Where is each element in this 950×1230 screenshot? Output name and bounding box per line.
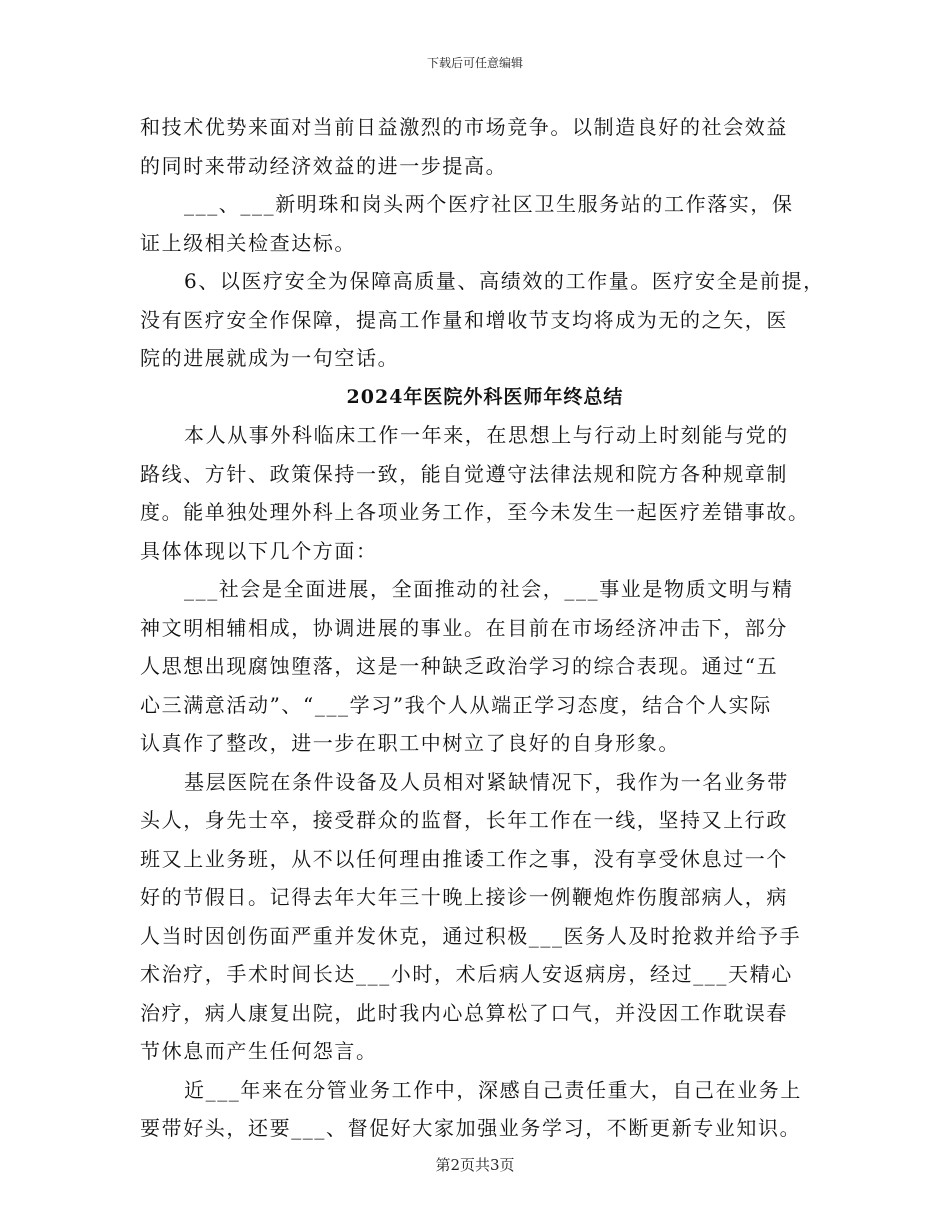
header-note: 下载后可任意编辑 — [426, 56, 523, 70]
document-body — [140, 108, 830, 1148]
text-line: 的同时来带动经济效益的进一步提高。 — [140, 153, 508, 178]
text-line: 术治疗，手术时间长达___小时，术后病人安返病房，经过___天精心 — [140, 962, 793, 986]
text-line: 神文明相辅相成，协调进展的事业。在目前在市场经济冲击下，部分 — [140, 615, 788, 640]
text-line: 院的进展就成为一句空话。 — [140, 346, 400, 370]
text-line: 近___年来在分管业务工作中，深感自己责任重大，自己在业务上 — [184, 1077, 802, 1102]
text-line: 和技术优势来面对当前日益激烈的市场竞争。以制造良好的社会效益 — [140, 115, 788, 139]
text-line: 度。能单独处理外科上各项业务工作，至今未发生一起医疗差错事故。 — [140, 500, 810, 524]
text-line: 治疗，病人康复出院，此时我内心总算松了口气，并没因工作耽误春 — [140, 1000, 788, 1025]
text-line: 基层医院在条件设备及人员相对紧缺情况下，我作为一名业务带 — [184, 769, 789, 794]
text-line: 好的节假日。记得去年大年三十晚上接诊一例鞭炮炸伤腹部病人，病 — [140, 885, 788, 909]
text-line: 头人，身先士卒，接受群众的监督，长年工作在一线，坚持又上行政 — [140, 808, 788, 832]
text-line: 人当时因创伤面严重并发休克，通过积极___医务人及时抢救并给予手 — [140, 923, 802, 948]
section-heading: 2024年医院外科医师年终总结 — [346, 385, 624, 408]
text-line: 人思想出现腐蚀堕落，这是一种缺乏政治学习的综合表现。通过“五 — [140, 654, 779, 678]
text-line: 没有医疗安全作保障，提高工作量和增收节支均将成为无的之矢，医 — [140, 307, 788, 332]
text-line: ___社会是全面进展，全面推动的社会，___事业是物质文明与精 — [184, 577, 794, 601]
text-line: 节休息而产生任何怨言。 — [140, 1039, 378, 1063]
text-line: 班又上业务班，从不以任何理由推诿工作之事，没有享受休息过一个 — [140, 846, 788, 871]
text-line: 认真作了整改，进一步在职工中树立了良好的自身形象。 — [140, 731, 680, 755]
text-line: 具体体现以下几个方面： — [140, 538, 378, 563]
text-line: 本人从事外科临床工作一年来，在思想上与行动上时刻能与党的 — [184, 423, 789, 447]
text-line: 6、以医疗安全为保障高质量、高绩效的工作量。医疗安全是前提， — [184, 269, 825, 293]
text-line: ___、___新明珠和岗头两个医疗社区卫生服务站的工作落实，保 — [184, 192, 794, 216]
page-number-footer: 第2页共3页 — [435, 1156, 515, 1174]
text-line: 路线、方针、政策保持一致，能自觉遵守法律法规和院方各种规章制 — [140, 461, 788, 486]
text-line: 证上级相关检查达标。 — [140, 230, 356, 255]
text-line: 心三满意活动”、“___学习”我个人从端正学习态度，结合个人实际 — [140, 692, 772, 717]
text-line: 要带好头，还要___、督促好大家加强业务学习，不断更新专业知识。 — [140, 1116, 802, 1140]
